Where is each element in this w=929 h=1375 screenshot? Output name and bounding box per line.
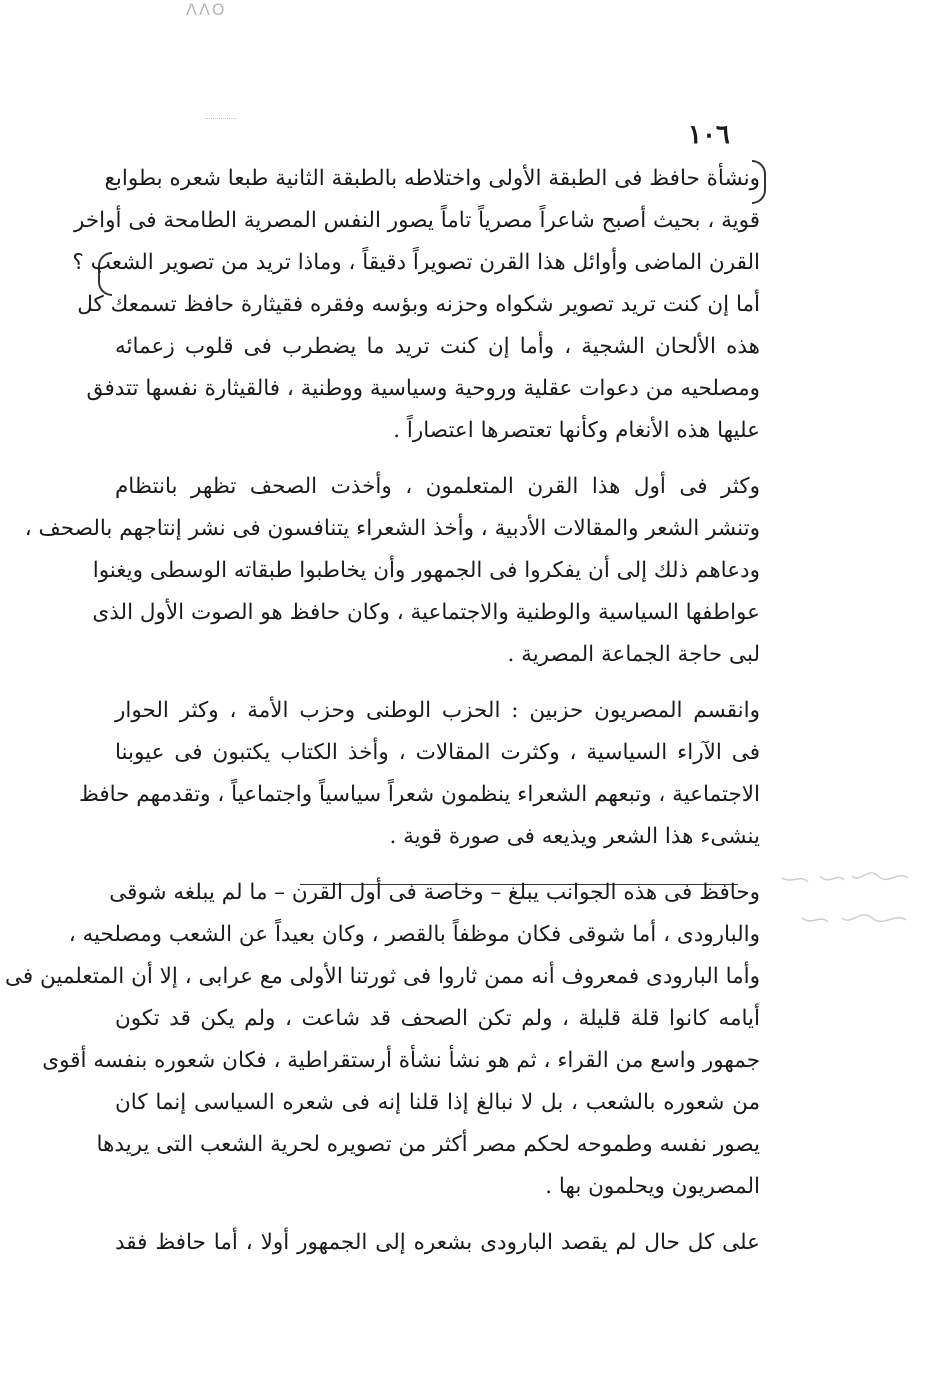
text-line: من شعوره بالشعب ، بل لا نبالغ إذا قلنا إنه فى شعره السياسى إنما كان — [115, 1090, 760, 1115]
text-line: يصور نفسه وطموحه لحكم مصر أكثر من تصويره لحرية الشعب التى يريدها — [96, 1132, 760, 1157]
text-line: وأما البارودى فمعروف أنه ممن ثاروا فى ثورتنا الأولى مع عرابى ، إلا أن المتعلمين فى — [4, 964, 760, 989]
text-line: أما إن كنت تريد تصوير شكواه وحزنه وبؤسه وفقره فقيثارة حافظ تسمعك كل — [77, 292, 760, 317]
body-text — [4, 158, 760, 1278]
text-line: هذه الألحان الشجية ، وأما إن كنت تريد ما يضطرب فى قلوب زعمائه — [115, 334, 760, 359]
text-line: أيامه كانوا قلة قليلة ، ولم تكن الصحف قد شاعت ، ولم يكن قد تكون — [115, 1006, 760, 1031]
text-line: ومصلحيه من دعوات عقلية وروحية وسياسية ووطنية ، فالقيثارة نفسها تتدفق — [86, 376, 760, 401]
text-line: والبارودى ، أما شوقى فكان موظفاً بالقصر ، وكان بعيداً عن الشعب ومصلحيه ، — [68, 922, 760, 947]
text-line: قوية ، بحيث أصبح شاعراً مصرياً تاماً يصور النفس المصرية الطامحة فى أواخر — [74, 208, 760, 233]
text-line: الاجتماعية ، وتبعهم الشعراء ينظمون شعراً سياسياً واجتماعياً ، وتقدمهم حافظ — [78, 782, 760, 807]
text-line: وحافظ فى هذه الجوانب يبلغ – وخاصة فى أول القرن – ما لم يبلغه شوقى — [109, 880, 760, 905]
text-line: ينشىء هذا الشعر ويذيعه فى صورة قوية . — [389, 824, 760, 849]
text-line: ونشأة حافظ فى الطبقة الأولى واختلاطه بالطبقة الثانية طبعا شعره بطوابع — [104, 166, 760, 191]
text-line: فى الآراء السياسية ، وكثرت المقالات ، وأخذ الكتاب يكتبون فى عيوبنا — [115, 740, 760, 765]
paragraph-3 — [78, 690, 760, 858]
text-line: القرن الماضى وأوائل هذا القرن تصويراً دقيقاً ، وماذا تريد من تصوير الشعب ؟ — [72, 250, 760, 275]
text-line: وكثر فى أول هذا القرن المتعلمون ، وأخذت الصحف تظهر بانتظام — [115, 474, 760, 499]
text-line: عواطفها السياسية والوطنية والاجتماعية ، وكان حافظ هو الصوت الأول الذى — [92, 600, 760, 625]
archive-stamp: ΛΛΟ — [186, 0, 227, 19]
text-line: جمهور واسع من القراء ، ثم هو نشأ نشأة أرستقراطية ، فكان شعوره بنفسه أقوى — [42, 1048, 760, 1073]
paragraph-1 — [72, 158, 760, 452]
paragraph-4 — [4, 872, 760, 1208]
paragraph-5 — [115, 1222, 760, 1264]
text-line: وتنشر الشعر والمقالات الأدبية ، وأخذ الشعراء يتنافسون فى نشر إنتاجهم بالصحف ، — [24, 516, 760, 541]
faded-margin-handwriting — [768, 858, 918, 948]
page-number: ١٠٦ — [688, 120, 730, 150]
text-line: المصريون ويحلمون بها . — [545, 1174, 760, 1199]
paragraph-2 — [24, 466, 760, 676]
text-line: لبى حاجة الجماعة المصرية . — [507, 642, 760, 667]
text-line: عليها هذه الأنغام وكأنها تعتصرها اعتصاراً . — [393, 418, 760, 443]
text-line: على كل حال لم يقصد البارودى بشعره إلى الجمهور أولا ، أما حافظ فقد — [115, 1230, 760, 1255]
text-line: وانقسم المصريون حزبين : الحزب الوطنى وحزب الأمة ، وكثر الحوار — [115, 698, 760, 723]
pen-mark — [206, 118, 236, 131]
text-line: ودعاهم ذلك إلى أن يفكروا فى الجمهور وأن يخاطبوا طبقاته الوسطى ويغنوا — [92, 558, 760, 583]
